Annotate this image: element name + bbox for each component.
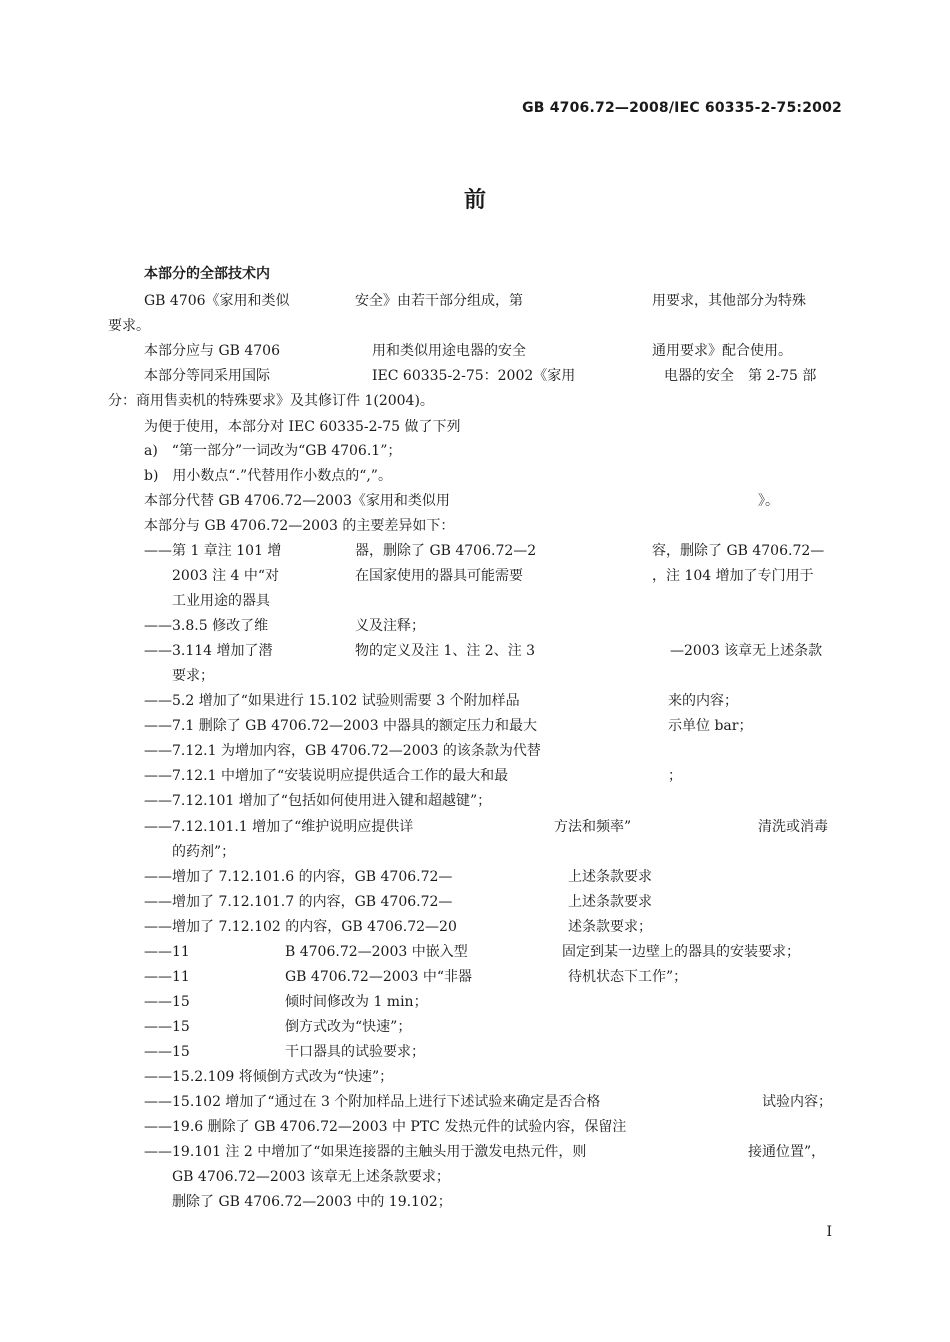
text-line: 本部分代替 GB 4706.72—2003《家用和类似用	[144, 493, 450, 509]
text-line: 本部分等同采用国际	[144, 368, 270, 384]
page-title: 前	[463, 188, 486, 213]
text-line: 上述条款要求	[568, 894, 652, 910]
text-line: 的药剂”；	[172, 844, 236, 860]
text-line: 倾时间修改为 1 min；	[285, 994, 428, 1010]
text-line: ；	[668, 768, 682, 784]
text-line: ——7.1 删除了 GB 4706.72—2003 中器具的额定压力和最大	[144, 718, 538, 734]
text-line: IEC 60335-2-75：2002《家用	[372, 368, 576, 384]
text-line: 示单位 bar；	[668, 718, 753, 734]
text-line: ——19.6 删除了 GB 4706.72—2003 中 PTC 发热元件的试验内容，保留注	[144, 1119, 627, 1135]
text-line: 本部分应与 GB 4706	[144, 343, 281, 359]
text-line: 要求；	[172, 668, 214, 684]
text-line: 安全》由若干部分组成，第	[355, 293, 523, 309]
text-line: 2003 注 4 中“对	[172, 568, 280, 584]
text-line: ——增加了 7.12.101.6 的内容，GB 4706.72—	[144, 869, 453, 885]
text-line: ——增加了 7.12.101.7 的内容，GB 4706.72—	[144, 894, 453, 910]
standard-number-header: GB 4706.72—2008/IEC 60335-2-75:2002	[522, 100, 842, 116]
text-line: ——7.12.1 中增加了“安装说明应提供适合工作的最大和最	[144, 768, 509, 784]
text-line: ——7.12.1 为增加内容，GB 4706.72—2003 的该条款为代替	[144, 743, 541, 759]
text-line: 分：商用售卖机的特殊要求》及其修订件 1(2004)。	[108, 393, 434, 409]
text-line: ——15	[144, 1019, 190, 1035]
text-line: b) 用小数点“.”代替用作小数点的“,”。	[144, 468, 392, 484]
text-line: 倒方式改为“快速”；	[285, 1019, 412, 1035]
text-line: ——7.12.101.1 增加了“维护说明应提供详	[144, 819, 414, 835]
text-line: 为便于使用，本部分对 IEC 60335-2-75 做了下列	[144, 419, 461, 435]
text-line: 要求。	[108, 318, 150, 334]
text-line: 方法和频率”	[554, 819, 632, 835]
text-line: GB 4706.72—2003 中“非器	[285, 969, 473, 985]
text-line: 清洗或消毒	[758, 819, 828, 835]
text-line: GB 4706《家用和类似	[144, 293, 290, 309]
text-line: 通用要求》配合使用。	[652, 343, 792, 359]
text-line: 物的定义及注 1、注 2、注 3	[355, 643, 536, 659]
text-line: ——3.114 增加了潜	[144, 643, 273, 659]
text-line: ——5.2 增加了“如果进行 15.102 试验则需要 3 个附加样品	[144, 693, 520, 709]
text-line: —2003 该章无上述条款	[670, 643, 823, 659]
text-line: ——15.102 增加了“通过在 3 个附加样品上进行下述试验来确定是否合格	[144, 1094, 601, 1110]
text-line: 在国家使用的器具可能需要	[355, 568, 523, 584]
text-line: 器，删除了 GB 4706.72—2	[355, 543, 537, 559]
text-line: B 4706.72—2003 中嵌入型	[285, 944, 468, 960]
text-line: 用要求，其他部分为特殊	[652, 293, 806, 309]
text-line: ——3.8.5 修改了维	[144, 618, 269, 634]
text-line: a) “第一部分”一词改为“GB 4706.1”；	[144, 443, 402, 459]
text-line: ——11	[144, 969, 190, 985]
text-line: ——15	[144, 1044, 190, 1060]
text-line: ——增加了 7.12.102 的内容，GB 4706.72—20	[144, 919, 457, 935]
text-line: 来的内容；	[668, 693, 738, 709]
text-line: 工业用途的器具	[172, 593, 270, 609]
text-line: 电器的安全 第 2-75 部	[664, 368, 817, 384]
text-line: 义及注释；	[355, 618, 425, 634]
text-line: GB 4706.72—2003 该章无上述条款要求；	[172, 1169, 450, 1185]
text-line: 删除了 GB 4706.72—2003 中的 19.102；	[172, 1194, 452, 1210]
text-line: 待机状态下工作”；	[568, 969, 688, 985]
text-line: ——15	[144, 994, 190, 1010]
text-line: 接通位置”，	[748, 1144, 826, 1160]
text-line: 干口器具的试验要求；	[285, 1044, 425, 1060]
text-line: 上述条款要求	[568, 869, 652, 885]
text-line: ——7.12.101 增加了“包括如何使用进入键和超越键”；	[144, 793, 492, 809]
text-line: ——11	[144, 944, 190, 960]
text-line: 》。	[758, 493, 779, 509]
page-number: I	[826, 1224, 832, 1240]
text-line: 固定到某一边壁上的器具的安装要求；	[562, 944, 800, 960]
text-line: 容，删除了 GB 4706.72—	[652, 543, 825, 559]
text-line: ——19.101 注 2 中增加了“如果连接器的主触头用于激发电热元件，则	[144, 1144, 587, 1160]
text-line: ——15.2.109 将倾倒方式改为“快速”；	[144, 1069, 394, 1085]
text-line: ，注 104 增加了专门用于	[652, 568, 814, 584]
text-line: 试验内容；	[762, 1094, 832, 1110]
text-line: 述条款要求；	[568, 919, 652, 935]
text-line: 本部分与 GB 4706.72—2003 的主要差异如下：	[144, 518, 455, 534]
text-line: ——第 1 章注 101 增	[144, 543, 282, 559]
text-line: 用和类似用途电器的安全	[372, 343, 526, 359]
text-line: 本部分的全部技术内	[144, 266, 270, 282]
